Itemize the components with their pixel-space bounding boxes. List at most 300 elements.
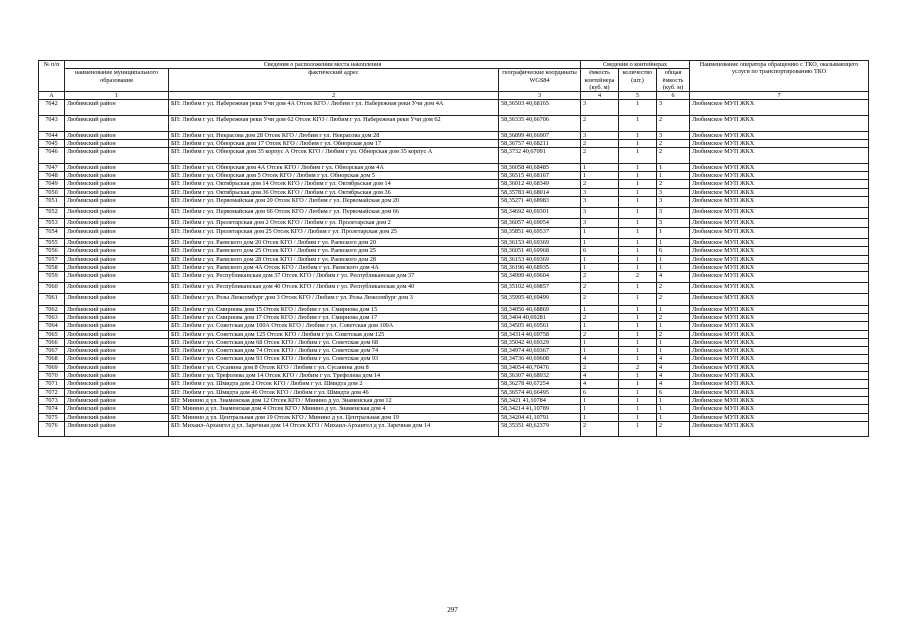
row-coords: 58,36307 40,68932 [499, 372, 581, 380]
row-address: БП: Любим г ул. Смирнова дом 15 Отсек КГО / Любим г ул. Смирнова дом 15 [169, 305, 499, 313]
row-operator: Любимское МУП ЖКХ [690, 388, 869, 396]
table-header [39, 61, 869, 100]
row-address: БП: Любим г ул. Советская дом 68 Отсек КГО / Любим г ул. Советская дом 68 [169, 338, 499, 346]
row-capacity: 6 [581, 388, 619, 396]
row-address: БП: Любим г ул. Советская дом 125 Отсек КГО / Любим г ул. Советская дом 125 [169, 330, 499, 338]
table-row [39, 255, 869, 263]
header-index-row [39, 92, 869, 100]
row-quantity: 1 [619, 421, 657, 437]
row-address: БП: Любим г ул. Советская дом 93 Отсек КГО / Любим г ул. Советская дом 93 [169, 355, 499, 363]
row-total: 1 [657, 405, 690, 413]
row-coords: 58,34204 41,10791 [499, 413, 581, 421]
row-number: 7071 [39, 380, 65, 388]
row-municipality: Любимский район [65, 116, 169, 132]
row-address: БП: Любим г ул. Раевского дом 20 Отсек КГО / Любим г ул. Раевского дом 20 [169, 238, 499, 246]
row-number: 7059 [39, 272, 65, 283]
table-row [39, 180, 869, 188]
row-total: 2 [657, 421, 690, 437]
row-total: 3 [657, 188, 690, 196]
row-coords: 58,36057 40,69054 [499, 219, 581, 227]
row-municipality: Любимский район [65, 247, 169, 255]
row-quantity: 1 [619, 148, 657, 164]
header-container-info: Сведения о контейнерах [581, 61, 690, 69]
row-number: 7044 [39, 131, 65, 139]
row-number: 7056 [39, 247, 65, 255]
table-row [39, 338, 869, 346]
row-address: БП: Любим г ул. Октябрьская дом 36 Отсек КГО / Любим г ул. Октябрьская дом 36 [169, 188, 499, 196]
row-number: 7055 [39, 238, 65, 246]
row-number: 7054 [39, 227, 65, 238]
page-number: 297 [447, 606, 458, 614]
row-number: 7060 [39, 283, 65, 294]
header-place-info: Сведения о расположении места накопления [65, 61, 581, 69]
row-total: 2 [657, 283, 690, 294]
row-number: 7075 [39, 413, 65, 421]
row-municipality: Любимский район [65, 255, 169, 263]
row-capacity: 2 [581, 148, 619, 164]
row-address: БП: Любим г ул. Пролетарская дом 25 Отсек КГО / Любим г ул. Пролетарская дом 25 [169, 227, 499, 238]
header-num: № п/п [39, 61, 65, 92]
row-total: 1 [657, 413, 690, 421]
row-address: БП: Любим г ул. Сусанина дом 8 Отсек КГО / Любим г ул. Сусанина дом 8 [169, 363, 499, 371]
row-municipality: Любимский район [65, 100, 169, 116]
row-number: 7066 [39, 338, 65, 346]
row-municipality: Любимский район [65, 188, 169, 196]
row-coords: 58,36196 40,68935 [499, 263, 581, 271]
row-total: 2 [657, 294, 690, 305]
row-coords: 58,36153 40,69369 [499, 238, 581, 246]
table-row [39, 347, 869, 355]
row-address: БП: Любим г ул. Трефолева дом 14 Отсек КГО / Любим г ул. Трефолева дом 14 [169, 372, 499, 380]
row-municipality: Любимский район [65, 131, 169, 139]
row-quantity: 1 [619, 263, 657, 271]
row-capacity: 1 [581, 396, 619, 404]
row-capacity: 1 [581, 305, 619, 313]
row-address: БП: Любим г ул. Советская дом 100А Отсек КГО / Любим г ул. Советская дом 100А [169, 322, 499, 330]
row-capacity: 4 [581, 380, 619, 388]
row-operator: Любимское МУП ЖКХ [690, 396, 869, 404]
header-municipality: наименование муниципального образования [65, 69, 169, 92]
row-operator: Любимское МУП ЖКХ [690, 405, 869, 413]
row-operator: Любимское МУП ЖКХ [690, 380, 869, 388]
row-number: 7073 [39, 396, 65, 404]
row-municipality: Любимский район [65, 208, 169, 219]
row-number: 7062 [39, 305, 65, 313]
table-row [39, 197, 869, 208]
row-coords: 58,35783 40,68014 [499, 188, 581, 196]
row-municipality: Любимский район [65, 347, 169, 355]
row-total: 4 [657, 372, 690, 380]
row-municipality: Любимский район [65, 197, 169, 208]
row-operator: Любимское МУП ЖКХ [690, 421, 869, 437]
row-operator: Любимское МУП ЖКХ [690, 116, 869, 132]
row-capacity: 3 [581, 188, 619, 196]
row-quantity: 1 [619, 338, 657, 346]
row-capacity: 2 [581, 272, 619, 283]
row-municipality: Любимский район [65, 139, 169, 147]
row-quantity: 1 [619, 372, 657, 380]
row-capacity: 1 [581, 255, 619, 263]
row-quantity: 1 [619, 380, 657, 388]
row-number: 7051 [39, 197, 65, 208]
row-operator: Любимское МУП ЖКХ [690, 283, 869, 294]
row-municipality: Любимский район [65, 219, 169, 227]
table-row [39, 313, 869, 321]
row-coords: 58,36515 40,68167 [499, 172, 581, 180]
row-quantity: 1 [619, 163, 657, 171]
row-quantity: 1 [619, 180, 657, 188]
row-quantity: 1 [619, 294, 657, 305]
row-quantity: 1 [619, 396, 657, 404]
row-operator: Любимское МУП ЖКХ [690, 255, 869, 263]
row-total: 2 [657, 313, 690, 321]
row-coords: 58,35271 40,68983 [499, 197, 581, 208]
row-coords: 58,3732 40,67091 [499, 148, 581, 164]
row-address: БП: Любим г ул. Советская дом 74 Отсек КГО / Любим г ул. Советская дом 74 [169, 347, 499, 355]
row-quantity: 1 [619, 313, 657, 321]
table-row [39, 330, 869, 338]
row-operator: Любимское МУП ЖКХ [690, 363, 869, 371]
index-cell: 6 [657, 92, 690, 100]
row-address: БП: Любим г ул. Октябрьская дом 14 Отсек КГО / Любим г ул. Октябрьская дом 14 [169, 180, 499, 188]
table-row [39, 405, 869, 413]
row-total: 1 [657, 163, 690, 171]
row-capacity: 2 [581, 116, 619, 132]
row-municipality: Любимский район [65, 305, 169, 313]
row-address: БП: Любим г ул. Обнорская дом 4А Отсек КГО / Любим г ул. Обнорская дом 4А [169, 163, 499, 171]
row-capacity: 1 [581, 338, 619, 346]
index-cell: 5 [619, 92, 657, 100]
row-number: 7043 [39, 116, 65, 132]
row-number: 7049 [39, 180, 65, 188]
row-capacity: 3 [581, 219, 619, 227]
row-operator: Любимское МУП ЖКХ [690, 180, 869, 188]
index-cell: 1 [65, 92, 169, 100]
row-address: БП: Любим г ул. Розы Люксембург дом 3 Отсек КГО / Любим г ул. Розы Люксембург дом 3 [169, 294, 499, 305]
row-operator: Любимское МУП ЖКХ [690, 347, 869, 355]
row-operator: Любимское МУП ЖКХ [690, 131, 869, 139]
row-address: БП: Любим г ул. Обнорская дом 35 корпус А Отсек КГО / Любим г ул. Обнорская дом 35 корпус А [169, 148, 499, 164]
row-capacity: 3 [581, 208, 619, 219]
row-coords: 58,36899 40,66907 [499, 131, 581, 139]
row-total: 4 [657, 355, 690, 363]
row-municipality: Любимский район [65, 338, 169, 346]
table-row [39, 396, 869, 404]
row-total: 3 [657, 219, 690, 227]
row-operator: Любимское МУП ЖКХ [690, 197, 869, 208]
table-row [39, 219, 869, 227]
row-operator: Любимское МУП ЖКХ [690, 372, 869, 380]
table-row [39, 413, 869, 421]
row-quantity: 1 [619, 255, 657, 263]
row-coords: 58,36058 40,68485 [499, 163, 581, 171]
row-total: 1 [657, 305, 690, 313]
row-operator: Любимское МУП ЖКХ [690, 139, 869, 147]
row-municipality: Любимский район [65, 405, 169, 413]
table-row [39, 100, 869, 116]
table-row [39, 355, 869, 363]
row-number: 7057 [39, 255, 65, 263]
row-address: БП: Любим г ул. Обнорская дом 17 Отсек КГО / Любим г ул. Обнорская дом 17 [169, 139, 499, 147]
row-capacity: 1 [581, 413, 619, 421]
table-row [39, 272, 869, 283]
table-row [39, 421, 869, 437]
row-address: БП: Любим г ул. Раевского дом 4А Отсек КГО / Любим г ул. Раевского дом 4А [169, 263, 499, 271]
row-coords: 58,34974 40,69367 [499, 347, 581, 355]
table-row [39, 163, 869, 171]
row-municipality: Любимский район [65, 363, 169, 371]
row-quantity: 1 [619, 131, 657, 139]
row-operator: Любимское МУП ЖКХ [690, 330, 869, 338]
row-municipality: Любимский район [65, 227, 169, 238]
row-coords: 58,34054 40,70476 [499, 363, 581, 371]
row-municipality: Любимский район [65, 313, 169, 321]
row-coords: 58,36051 40,69968 [499, 247, 581, 255]
row-quantity: 1 [619, 188, 657, 196]
row-address: БП: Любим г ул. Раевского дом 28 Отсек КГО / Любим г ул. Раевского дом 28 [169, 255, 499, 263]
row-operator: Любимское МУП ЖКХ [690, 172, 869, 180]
row-capacity: 1 [581, 405, 619, 413]
table-row [39, 322, 869, 330]
table-row [39, 188, 869, 196]
row-coords: 58,35102 40,69857 [499, 283, 581, 294]
row-operator: Любимское МУП ЖКХ [690, 355, 869, 363]
row-coords: 58,34692 40,69301 [499, 208, 581, 219]
row-address: БП: Любим г ул. Первомайская дом 20 Отсек КГО / Любим г ул. Первомайская дом 20 [169, 197, 499, 208]
row-number: 7048 [39, 172, 65, 180]
row-total: 1 [657, 238, 690, 246]
row-municipality: Любимский район [65, 322, 169, 330]
row-coords: 58,36335 40,66706 [499, 116, 581, 132]
row-address: БП: Любим г ул. Раевского дом 25 Отсек КГО / Любим г ул. Раевского дом 25 [169, 247, 499, 255]
index-cell: А [39, 92, 65, 100]
row-quantity: 1 [619, 413, 657, 421]
row-total: 2 [657, 330, 690, 338]
index-cell: 3 [499, 92, 581, 100]
row-capacity: 1 [581, 238, 619, 246]
row-total: 2 [657, 139, 690, 147]
row-capacity: 1 [581, 263, 619, 271]
table-row [39, 294, 869, 305]
row-operator: Любимское МУП ЖКХ [690, 188, 869, 196]
row-operator: Любимское МУП ЖКХ [690, 238, 869, 246]
row-capacity: 2 [581, 363, 619, 371]
table-row [39, 227, 869, 238]
row-total: 2 [657, 116, 690, 132]
row-operator: Любимское МУП ЖКХ [690, 163, 869, 171]
row-number: 7076 [39, 421, 65, 437]
row-quantity: 1 [619, 355, 657, 363]
row-total: 3 [657, 197, 690, 208]
row-total: 1 [657, 322, 690, 330]
row-total: 4 [657, 363, 690, 371]
row-coords: 58,36757 40,68211 [499, 139, 581, 147]
row-address: БП: Любим г ул. Смирнова дом 17 Отсек КГО / Любим г ул. Смирнова дом 17 [169, 313, 499, 321]
row-operator: Любимское МУП ЖКХ [690, 100, 869, 116]
row-quantity: 1 [619, 116, 657, 132]
row-number: 7053 [39, 219, 65, 227]
row-total: 6 [657, 388, 690, 396]
row-total: 6 [657, 247, 690, 255]
row-number: 7061 [39, 294, 65, 305]
row-total: 3 [657, 100, 690, 116]
row-quantity: 1 [619, 139, 657, 147]
row-operator: Любимское МУП ЖКХ [690, 148, 869, 164]
row-address: БП: Любим г ул. Республиканская дом 37 Отсек КГО / Любим г ул. Республиканская дом 37 [169, 272, 499, 283]
header-quantity: количество (шт.) [619, 69, 657, 92]
row-number: 7063 [39, 313, 65, 321]
row-capacity: 4 [581, 355, 619, 363]
row-operator: Любимское МУП ЖКХ [690, 219, 869, 227]
table-row [39, 372, 869, 380]
row-quantity: 2 [619, 363, 657, 371]
row-municipality: Любимский район [65, 180, 169, 188]
table-row [39, 263, 869, 271]
row-number: 7068 [39, 355, 65, 363]
row-coords: 58,3404 40,69281 [499, 313, 581, 321]
document-page [38, 60, 868, 437]
table-row [39, 116, 869, 132]
row-quantity: 1 [619, 330, 657, 338]
row-operator: Любимское МУП ЖКХ [690, 208, 869, 219]
index-cell: 2 [169, 92, 499, 100]
row-address: БП: Любим г ул. Первомайская дом 66 Отсек КГО / Любим г ул. Первомайская дом 66 [169, 208, 499, 219]
table-row [39, 363, 869, 371]
row-coords: 58,34056 40,68869 [499, 305, 581, 313]
row-address: БП: Любим г ул. Республиканская дом 40 Отсек КГО / Любим г ул. Республиканская дом 40 [169, 283, 499, 294]
row-operator: Любимское МУП ЖКХ [690, 247, 869, 255]
row-coords: 58,3421 41,10784 [499, 396, 581, 404]
header-total: общая ёмкость (куб. м) [657, 69, 690, 92]
row-operator: Любимское МУП ЖКХ [690, 413, 869, 421]
table-row [39, 380, 869, 388]
row-municipality: Любимский район [65, 413, 169, 421]
row-total: 2 [657, 148, 690, 164]
row-municipality: Любимский район [65, 238, 169, 246]
row-capacity: 2 [581, 283, 619, 294]
row-total: 1 [657, 396, 690, 404]
header-capacity: ёмкость контейнера (куб. м) [581, 69, 619, 92]
row-municipality: Любимский район [65, 421, 169, 437]
row-total: 1 [657, 263, 690, 271]
row-municipality: Любимский район [65, 396, 169, 404]
row-capacity: 6 [581, 247, 619, 255]
row-capacity: 2 [581, 330, 619, 338]
row-quantity: 2 [619, 272, 657, 283]
container-sites-table [38, 60, 869, 437]
row-coords: 58,34736 40,69608 [499, 355, 581, 363]
row-coords: 58,34214 41,10789 [499, 405, 581, 413]
row-capacity: 1 [581, 172, 619, 180]
row-total: 1 [657, 172, 690, 180]
header-operator: Наименование оператора обращению с ТКО, оказывающего услуги по транспортированию ТКО [690, 61, 869, 92]
table-row [39, 208, 869, 219]
row-operator: Любимское МУП ЖКХ [690, 263, 869, 271]
row-municipality: Любимский район [65, 380, 169, 388]
row-coords: 58,35042 40,69329 [499, 338, 581, 346]
row-total: 1 [657, 347, 690, 355]
row-address: БП: Михаил-Архангел д ул. Заречная дом 14 Отсек КГО / Михаил-Архангел д ул. Заречная дом 14 [169, 421, 499, 437]
row-quantity: 1 [619, 238, 657, 246]
row-number: 7045 [39, 139, 65, 147]
row-address: БП: Любим г ул. Пролетарская дом 2 Отсек КГО / Любим г ул. Пролетарская дом 2 [169, 219, 499, 227]
row-capacity: 3 [581, 197, 619, 208]
row-coords: 58,36574 40,66495 [499, 388, 581, 396]
row-address: БП: Любим г ул. Обнорская дом 5 Отсек КГО / Любим г ул. Обнорская дом 5 [169, 172, 499, 180]
row-total: 3 [657, 131, 690, 139]
row-operator: Любимское МУП ЖКХ [690, 294, 869, 305]
row-municipality: Любимский район [65, 372, 169, 380]
row-capacity: 2 [581, 139, 619, 147]
row-coords: 58,35995 40,69499 [499, 294, 581, 305]
row-coords: 58,36503 40,68165 [499, 100, 581, 116]
row-municipality: Любимский район [65, 172, 169, 180]
row-address: БП: Любим г ул. Шмидта дом 2 Отсек КГО / Любим г ул. Шмидта дом 2 [169, 380, 499, 388]
row-operator: Любимское МУП ЖКХ [690, 272, 869, 283]
row-number: 7050 [39, 188, 65, 196]
row-capacity: 1 [581, 163, 619, 171]
row-number: 7067 [39, 347, 65, 355]
row-number: 7070 [39, 372, 65, 380]
table-row [39, 238, 869, 246]
header-address: фактический адрес [169, 69, 499, 92]
row-total: 4 [657, 272, 690, 283]
row-total: 3 [657, 208, 690, 219]
row-operator: Любимское МУП ЖКХ [690, 322, 869, 330]
row-quantity: 1 [619, 100, 657, 116]
table-row [39, 388, 869, 396]
row-number: 7069 [39, 363, 65, 371]
row-municipality: Любимский район [65, 163, 169, 171]
header-coords: географические координаты WGS84 [499, 69, 581, 92]
row-capacity: 1 [581, 227, 619, 238]
table-body [39, 100, 869, 437]
row-total: 2 [657, 180, 690, 188]
row-coords: 58,36012 40,68349 [499, 180, 581, 188]
row-capacity: 1 [581, 322, 619, 330]
row-number: 7046 [39, 148, 65, 164]
row-address: БП: Любим г ул. Набережная реки Учи дом 4А Отсек КГО / Любим г ул. Набережная реки Учи дом 4А [169, 100, 499, 116]
table-row [39, 305, 869, 313]
table-row [39, 148, 869, 164]
table-row [39, 172, 869, 180]
row-coords: 58,35851 40,69537 [499, 227, 581, 238]
row-capacity: 2 [581, 313, 619, 321]
row-operator: Любимское МУП ЖКХ [690, 338, 869, 346]
row-number: 7047 [39, 163, 65, 171]
row-capacity: 1 [581, 347, 619, 355]
row-municipality: Любимский район [65, 355, 169, 363]
row-capacity: 2 [581, 421, 619, 437]
row-number: 7064 [39, 322, 65, 330]
row-quantity: 1 [619, 305, 657, 313]
row-quantity: 1 [619, 388, 657, 396]
row-coords: 58,34314 40,69758 [499, 330, 581, 338]
index-cell: 4 [581, 92, 619, 100]
row-quantity: 1 [619, 219, 657, 227]
row-municipality: Любимский район [65, 330, 169, 338]
row-capacity: 3 [581, 131, 619, 139]
row-quantity: 1 [619, 172, 657, 180]
row-address: БП: Любим г ул. Некрасова дом 28 Отсек КГО / Любим г ул. Некрасова дом 28 [169, 131, 499, 139]
row-number: 7052 [39, 208, 65, 219]
index-cell: 7 [690, 92, 869, 100]
row-quantity: 1 [619, 227, 657, 238]
row-number: 7074 [39, 405, 65, 413]
row-total: 1 [657, 255, 690, 263]
row-coords: 58,34999 40,69604 [499, 272, 581, 283]
row-municipality: Любимский район [65, 263, 169, 271]
